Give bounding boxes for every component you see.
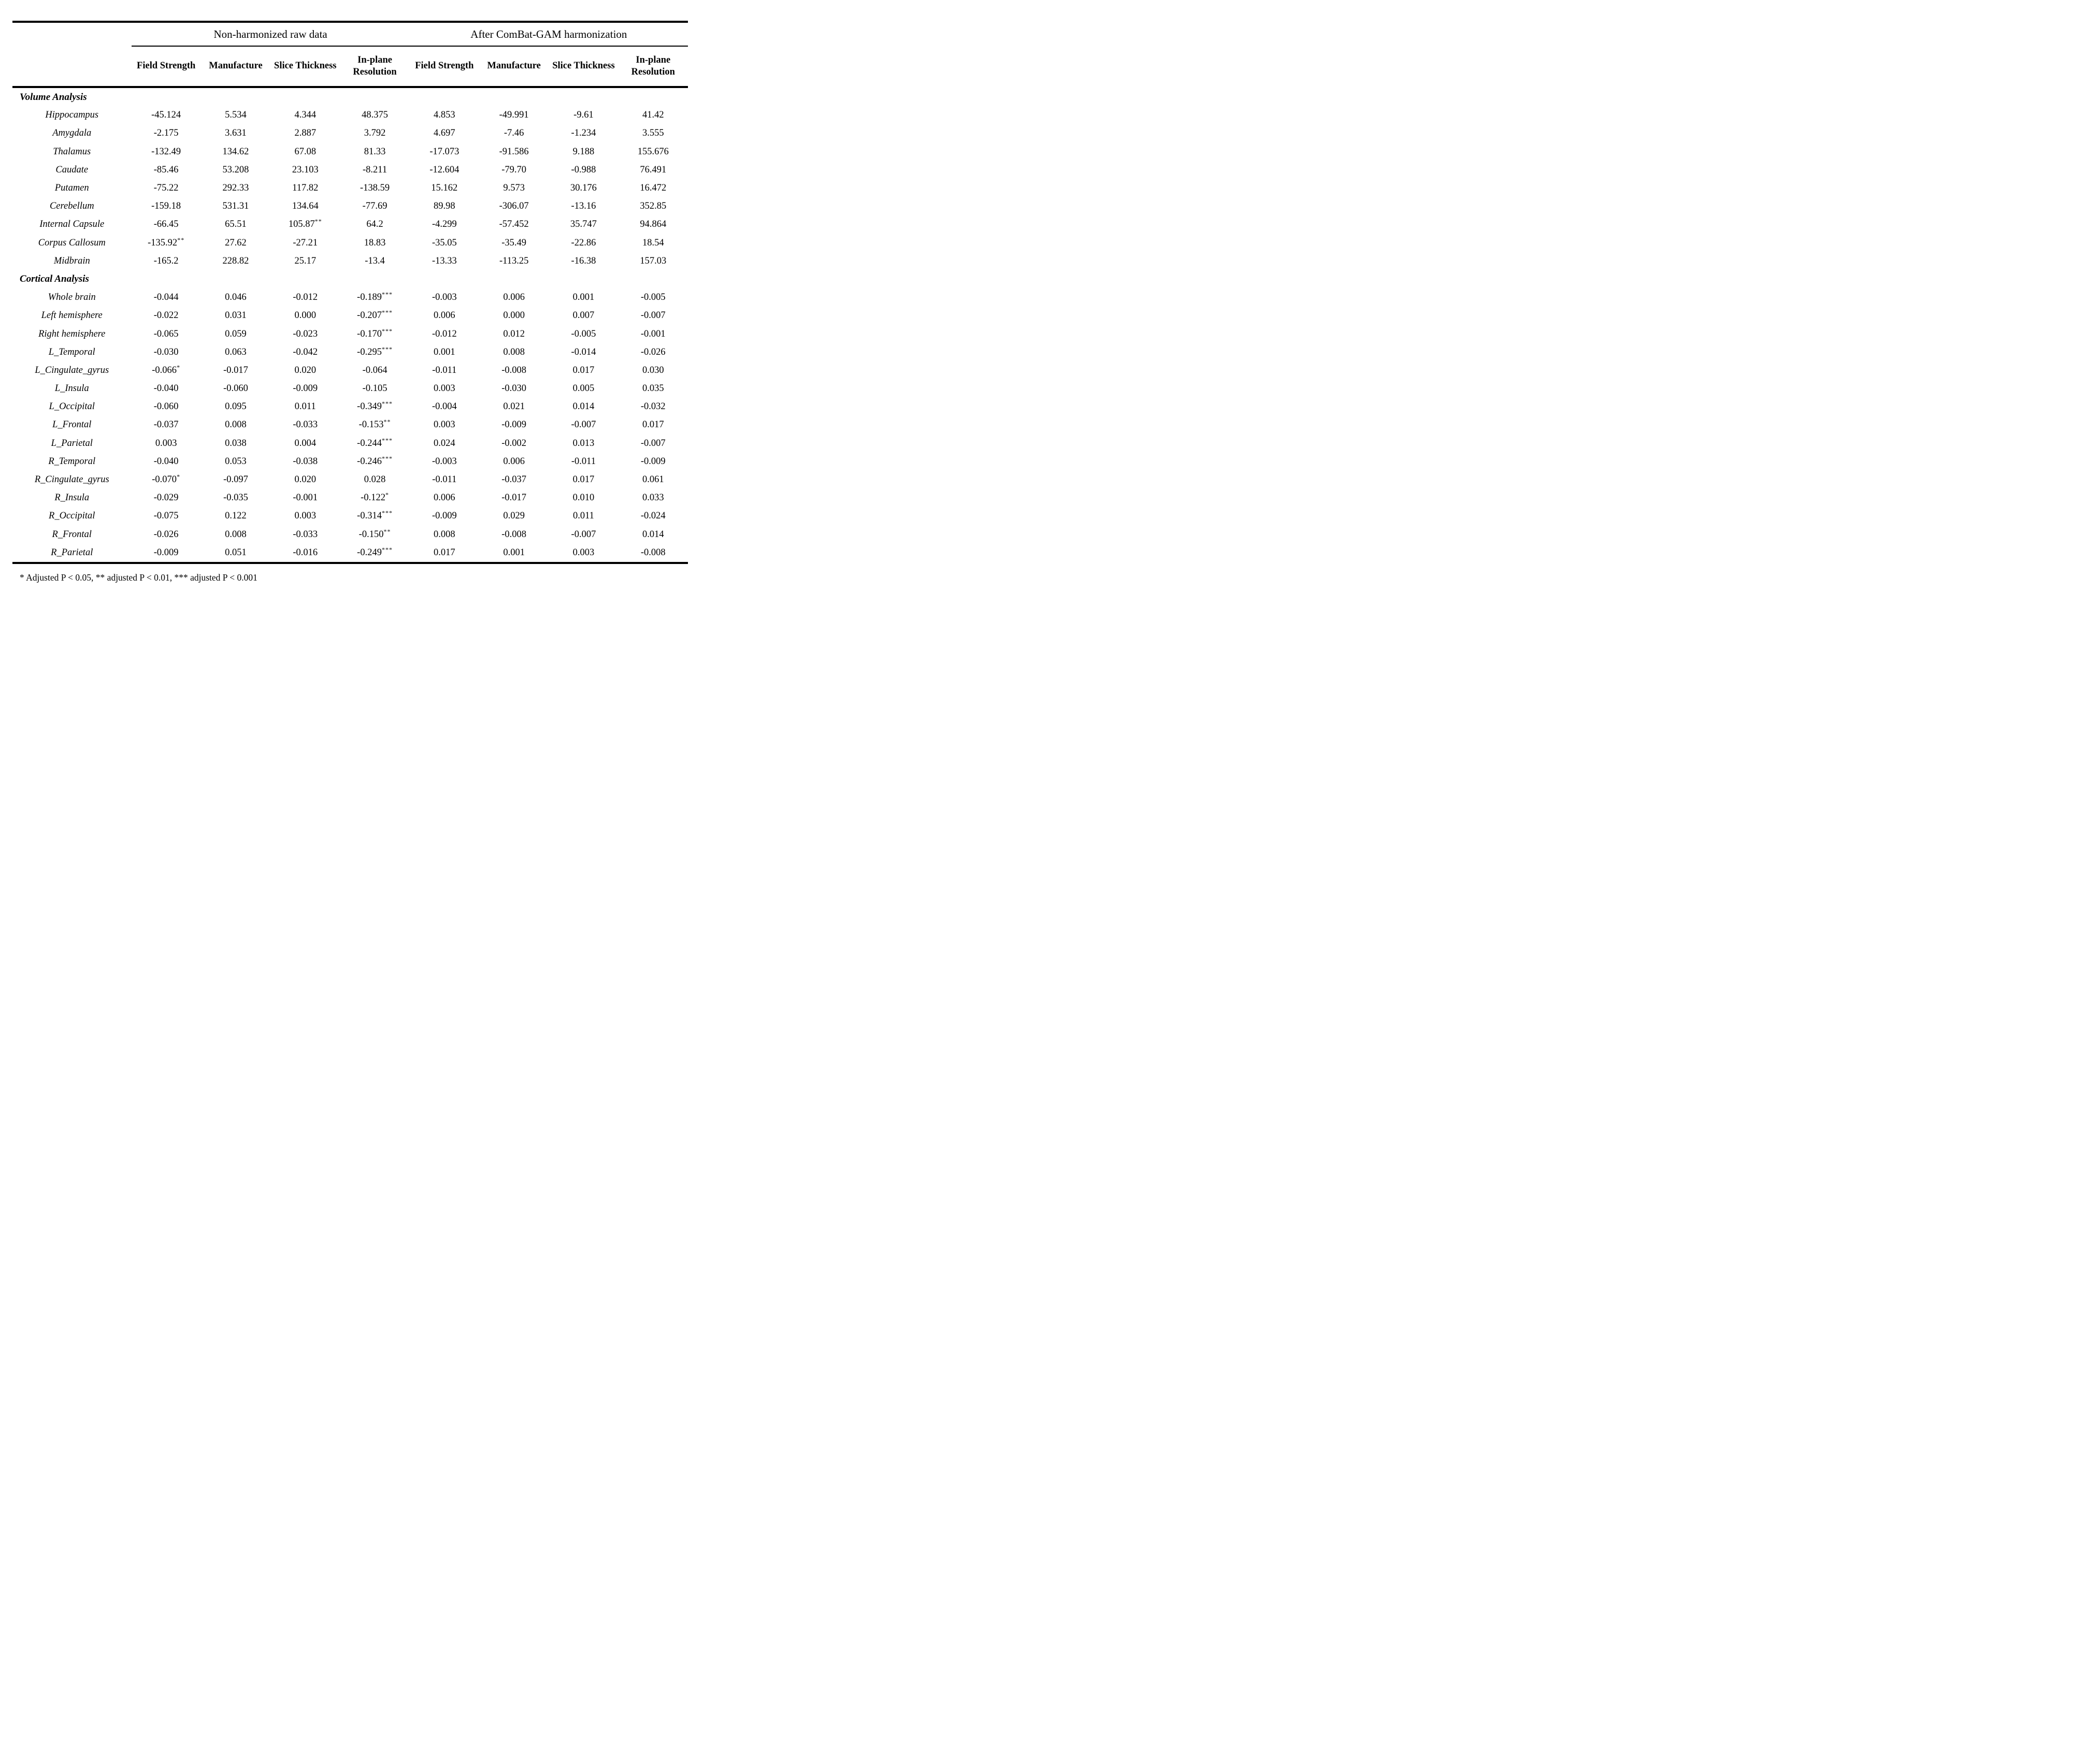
row-label: Corpus Callosum [38,237,106,248]
value-cell: 0.017 [410,544,479,563]
value-cell: 0.011 [572,511,594,522]
significance-asterisks: ** [383,527,391,535]
value-cell: 0.051 [201,544,270,563]
group-header-raw: Non-harmonized raw data [132,22,410,46]
table-row [12,325,688,343]
row-label: Left hemisphere [41,310,103,321]
value-cell: -13.33 [432,255,457,266]
value-cell: -0.070* [152,472,181,485]
value-cell: -0.246*** [357,454,393,467]
value-cell: -2.175 [153,128,179,139]
value-cell: 53.208 [222,164,249,175]
value-cell: -0.035 [223,493,248,503]
section-title: Volume Analysis [20,91,87,103]
value-cell: -0.023 [293,328,318,339]
table-row [12,197,688,215]
column-header-harmonized-0: Field Strength [410,46,479,87]
value-cell: 0.008 [434,529,455,540]
row-label: Thalamus [53,146,91,157]
section-row [12,270,688,288]
table-row [12,435,688,453]
value-cell: -132.49 [151,146,181,157]
value-cell: -0.007 [571,529,596,540]
harmonization-stats-table [12,21,688,564]
value-cell: -0.014 [571,346,596,357]
value-cell: 3.555 [642,128,664,139]
value-cell: -9.61 [573,110,594,121]
column-header-harmonized-3: In-plane Resolution [619,46,688,87]
value-cell: -0.009 [432,511,457,522]
value-cell: -0.122* [361,491,389,503]
value-cell: -0.009 [293,383,318,394]
value-cell: -13.16 [571,201,596,212]
value-cell: -0.170*** [357,327,393,339]
value-cell: 0.061 [642,474,664,485]
value-cell: 117.82 [292,183,319,194]
value-cell: -12.604 [429,164,459,175]
value-cell: -0.012 [293,292,318,303]
section-row [12,87,688,106]
value-cell: 134.62 [222,146,249,157]
significance-asterisks: *** [381,291,393,298]
value-cell: -0.040 [153,383,179,394]
value-cell: -0.105 [362,383,387,394]
value-cell: -0.011 [432,474,457,485]
value-cell: -0.033 [293,420,318,430]
value-cell: -165.2 [153,255,179,266]
value-cell: -0.244*** [357,436,393,449]
value-cell: 4.697 [434,128,455,139]
table-row [12,215,688,234]
value-cell: -0.207*** [357,309,393,321]
row-label: Midbrain [53,255,90,266]
value-cell: 0.095 [225,401,247,412]
value-cell: 0.006 [503,292,525,303]
value-cell: 0.011 [294,401,316,412]
value-cell: 0.020 [294,474,317,485]
value-cell: 0.001 [572,292,595,303]
value-cell: 3.631 [225,128,247,139]
value-cell: -0.001 [293,493,318,503]
value-cell: 9.188 [572,146,595,157]
value-cell: -0.017 [501,493,527,503]
value-cell: 0.017 [572,474,595,485]
table-row [12,489,688,507]
table-row [12,288,688,307]
value-cell: 94.864 [640,219,667,230]
value-cell: 0.021 [503,401,525,412]
value-cell: -0.349*** [357,400,393,412]
value-cell: -35.05 [432,237,457,248]
value-cell: -0.066* [152,363,181,375]
value-cell: 0.029 [503,511,525,522]
row-label: L_Occipital [49,401,95,412]
value-cell: 0.008 [225,420,247,430]
value-cell: -0.042 [293,346,318,357]
table-head [12,22,688,87]
table-row [12,416,688,434]
value-cell: 0.028 [364,474,386,485]
value-cell: -0.037 [501,474,527,485]
table-row [12,161,688,179]
value-cell: 0.035 [642,383,664,394]
value-cell: 67.08 [294,146,317,157]
value-cell: -35.49 [501,237,527,248]
column-header-raw-2: Slice Thickness [270,46,340,87]
row-label: L_Insula [54,383,89,394]
value-cell: 15.162 [431,183,458,194]
value-cell: 0.014 [572,401,595,412]
significance-asterisks: ** [383,418,391,426]
value-cell: -91.586 [499,146,529,157]
row-label: Putamen [54,183,89,194]
value-cell: 0.017 [642,420,664,430]
value-cell: -0.008 [619,544,688,563]
value-cell: -0.008 [501,529,527,540]
table-row [12,507,688,525]
value-cell: 0.031 [225,310,247,321]
value-cell: 0.006 [434,493,455,503]
value-cell: 48.375 [362,110,388,121]
value-cell: -7.46 [504,128,524,139]
value-cell: -0.017 [223,365,248,375]
value-cell: -113.25 [499,255,529,266]
value-cell: -22.86 [571,237,596,248]
value-cell: -0.037 [153,420,179,430]
value-cell: -0.040 [153,456,179,467]
value-cell: -0.016 [270,544,340,563]
value-cell: 0.003 [549,544,618,563]
value-cell: 228.82 [222,255,249,266]
row-label: Hippocampus [45,110,99,121]
value-cell: -57.452 [499,219,529,230]
value-cell: -0.189*** [357,291,393,303]
value-cell: -138.59 [360,183,390,194]
value-cell: -0.295*** [357,345,393,357]
significance-asterisks: * [177,363,181,371]
row-label: Amygdala [52,128,92,139]
value-cell: -27.21 [293,237,318,248]
value-cell: 4.853 [434,110,455,121]
value-cell: 3.792 [364,128,386,139]
table-row [12,106,688,124]
value-cell: 4.344 [294,110,317,121]
value-cell: 0.006 [503,456,525,467]
significance-asterisks: ** [314,218,322,225]
significance-asterisks: *** [381,400,393,408]
table-row [12,362,688,380]
significance-asterisks: *** [381,436,393,444]
table-row [12,453,688,471]
value-cell: -0.038 [293,456,318,467]
value-cell: 0.005 [572,383,595,394]
value-cell: -0.026 [153,529,179,540]
value-cell: -0.011 [571,456,596,467]
significance-asterisks: * [385,491,389,499]
row-label: R_Insula [54,493,90,503]
row-label: L_Frontal [52,420,92,430]
value-cell: 0.024 [434,438,455,449]
table-row [12,234,688,252]
value-cell: 0.003 [155,438,177,449]
table-row [12,143,688,161]
value-cell: 18.54 [642,237,664,248]
value-cell: 0.046 [225,292,247,303]
value-cell: -0.029 [153,493,179,503]
significance-asterisks: * [177,472,181,480]
value-cell: 27.62 [225,237,247,248]
table-row [12,380,688,398]
value-cell: 65.51 [225,219,247,230]
value-cell: 292.33 [222,183,249,194]
value-cell: -0.003 [432,292,457,303]
value-cell: 64.2 [366,219,383,230]
significance-asterisks: *** [381,345,393,353]
column-header-raw-1: Manufacture [201,46,270,87]
value-cell: -17.073 [429,146,459,157]
row-label: R_Frontal [52,529,92,540]
value-cell: -135.92** [148,236,185,248]
value-cell: 0.038 [225,438,247,449]
significance-asterisks: *** [381,327,393,335]
value-cell: -0.005 [640,292,666,303]
section-title: Cortical Analysis [20,273,89,285]
value-cell: -77.69 [362,201,387,212]
value-cell: 0.000 [503,310,525,321]
significance-footnote: * Adjusted P < 0.05, ** adjusted P < 0.01, *** adjusted P < 0.001 [20,572,257,583]
value-cell: 0.017 [572,365,595,375]
row-label: R_Occipital [49,511,95,522]
value-cell: 18.83 [364,237,386,248]
value-cell: 0.020 [294,365,317,375]
value-cell: 16.472 [640,183,667,194]
value-cell: 76.491 [640,164,667,175]
value-cell: -0.007 [640,310,666,321]
significance-asterisks: *** [381,545,393,553]
column-header-harmonized-1: Manufacture [479,46,549,87]
value-cell: 0.007 [572,310,595,321]
significance-asterisks: *** [381,454,393,462]
value-cell: -0.097 [223,474,248,485]
value-cell: 0.010 [572,493,595,503]
value-cell: -0.060 [223,383,248,394]
significance-asterisks: *** [381,509,393,517]
value-cell: 9.573 [503,183,525,194]
value-cell: -0.065 [153,328,179,339]
value-cell: 0.001 [434,346,455,357]
value-cell: -0.002 [501,438,527,449]
value-cell: 0.003 [434,383,455,394]
value-cell: 0.033 [642,493,664,503]
value-cell: -0.033 [293,529,318,540]
value-cell: -0.032 [640,401,666,412]
value-cell: -0.007 [571,420,596,430]
value-cell: -0.003 [432,456,457,467]
value-cell: 0.030 [642,365,664,375]
paper-table-figure [0,0,694,588]
value-cell: 5.534 [225,110,247,121]
value-cell: -66.45 [153,219,179,230]
value-cell: -0.005 [571,328,596,339]
value-cell: -0.030 [153,346,179,357]
column-header-raw-3: In-plane Resolution [340,46,409,87]
value-cell: 0.004 [294,438,317,449]
value-cell: -0.153** [358,418,391,430]
value-cell: -0.009 [501,420,527,430]
value-cell: -16.38 [571,255,596,266]
table-row [12,124,688,142]
row-label: L_Cingulate_gyrus [35,365,109,375]
value-cell: 35.747 [570,219,597,230]
value-cell: 2.887 [294,128,317,139]
value-cell: -0.060 [153,401,179,412]
value-cell: -159.18 [151,201,181,212]
value-cell: 25.17 [294,255,317,266]
value-cell: -0.008 [501,365,527,375]
table-row [12,307,688,325]
group-header-row [12,22,688,46]
table-body [12,87,688,563]
value-cell: -49.991 [499,110,529,121]
value-cell: 0.000 [294,310,317,321]
column-header-raw-0: Field Strength [132,46,201,87]
value-cell: 0.014 [642,529,664,540]
value-cell: -0.004 [432,401,457,412]
value-cell: 81.33 [364,146,386,157]
row-label: L_Parietal [51,438,93,449]
value-cell: 105.87** [288,218,322,230]
value-cell: -85.46 [153,164,179,175]
row-label: Whole brain [48,292,96,303]
table-row [12,398,688,416]
value-cell: 0.122 [225,511,247,522]
value-cell: 531.31 [222,201,249,212]
corner-cell [12,22,132,87]
value-cell: 0.006 [434,310,455,321]
value-cell: 0.059 [225,328,247,339]
row-label: Internal Capsule [39,219,105,230]
table-row [12,526,688,544]
value-cell: 0.053 [225,456,247,467]
significance-asterisks: *** [381,309,393,316]
value-cell: -13.4 [365,255,385,266]
value-cell: -0.011 [432,365,457,375]
value-cell: 89.98 [434,201,455,212]
value-cell: -0.030 [501,383,527,394]
row-label: R_Parietal [12,544,132,563]
table-row [12,471,688,489]
value-cell: -0.001 [640,328,666,339]
table-row [12,343,688,362]
value-cell: -0.075 [153,511,179,522]
value-cell: -0.314*** [357,509,393,522]
value-cell: 23.103 [292,164,319,175]
value-cell: -75.22 [153,183,179,194]
value-cell: 0.012 [503,328,525,339]
table-row [12,179,688,197]
value-cell: 155.676 [637,146,669,157]
value-cell: 352.85 [640,201,667,212]
value-cell: -0.009 [132,544,201,563]
row-label: Right hemisphere [38,328,106,339]
value-cell: -0.007 [640,438,666,449]
value-cell: -8.211 [363,164,387,175]
column-header-harmonized-2: Slice Thickness [549,46,618,87]
value-cell: -0.150** [358,527,391,540]
value-cell: 0.008 [503,346,525,357]
value-cell: 0.008 [225,529,247,540]
table-row [12,252,688,270]
value-cell: 30.176 [570,183,597,194]
value-cell: -0.249*** [340,544,409,563]
value-cell: 0.013 [572,438,595,449]
row-label: L_Temporal [48,346,95,357]
value-cell: -45.124 [151,110,181,121]
row-label: Cerebellum [49,201,94,212]
value-cell: -0.988 [571,164,596,175]
value-cell: 0.003 [294,511,317,522]
significance-asterisks: ** [177,236,185,243]
row-label: Caudate [55,164,89,175]
row-label: R_Temporal [48,456,96,467]
value-cell: -0.012 [432,328,457,339]
value-cell: -0.009 [640,456,666,467]
value-cell: -4.299 [432,219,457,230]
value-cell: 0.001 [479,544,549,563]
value-cell: 134.64 [292,201,319,212]
value-cell: 157.03 [640,255,667,266]
value-cell: -1.234 [571,128,596,139]
value-cell: -0.044 [153,292,179,303]
value-cell: -0.064 [362,365,387,375]
group-header-harmonized: After ComBat-GAM harmonization [410,22,688,46]
value-cell: 41.42 [642,110,664,121]
value-cell: -306.07 [499,201,529,212]
value-cell: 0.063 [225,346,247,357]
value-cell: -0.024 [640,511,666,522]
value-cell: -0.022 [153,310,179,321]
value-cell: 0.003 [434,420,455,430]
row-label: R_Cingulate_gyrus [34,474,109,485]
value-cell: -0.026 [640,346,666,357]
table-row [12,544,688,563]
value-cell: -79.70 [501,164,527,175]
